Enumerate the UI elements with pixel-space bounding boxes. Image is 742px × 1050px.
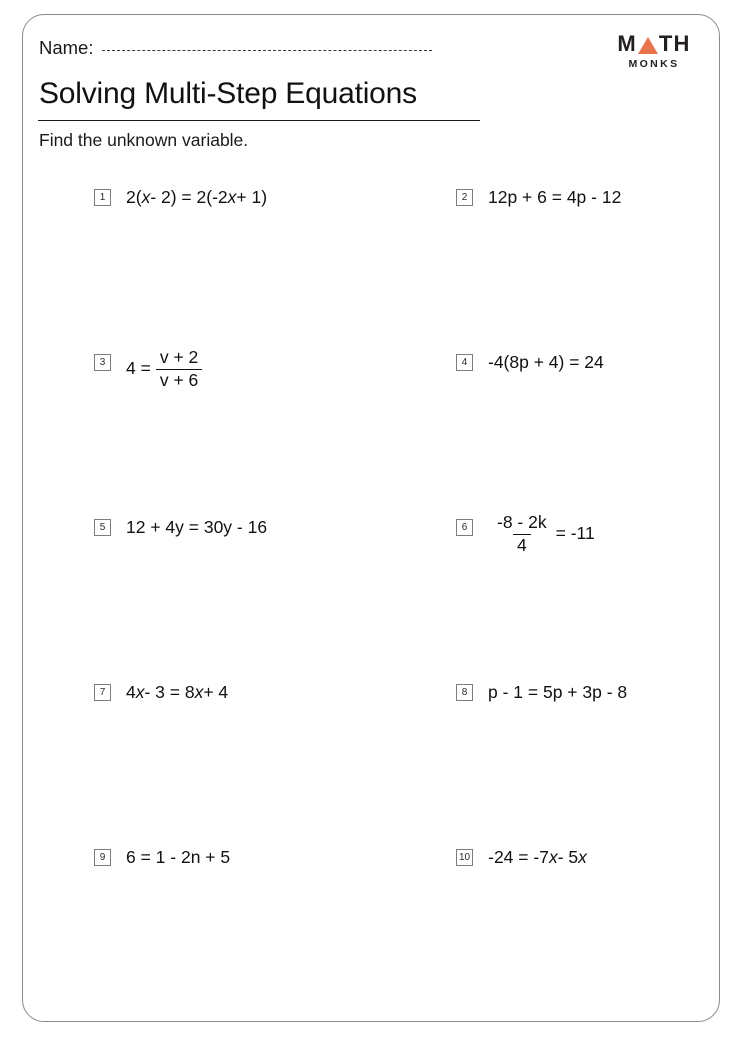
problem-row <box>23 348 719 513</box>
logo-text-before: M <box>617 31 637 56</box>
variable-term: x <box>578 847 587 868</box>
equation-segment: - 3 = 8 <box>144 682 195 703</box>
problems-grid <box>23 183 719 1008</box>
name-label: Name: <box>39 37 94 58</box>
problem-number-box: 7 <box>94 684 111 701</box>
problem-number-box: 6 <box>456 519 473 536</box>
problem-3 <box>94 348 207 390</box>
variable-term: x <box>135 682 145 703</box>
equation-segment: + 4 <box>203 682 229 703</box>
problem-row <box>23 183 719 348</box>
problem-equation <box>488 678 627 708</box>
name-field-row <box>39 37 432 59</box>
equation-segment: 4 <box>126 682 136 703</box>
title-underline <box>38 120 480 121</box>
equation-segment: - 2) = 2(-2 <box>150 187 228 208</box>
problem-row <box>23 678 719 843</box>
equation-segment: + 1) <box>236 187 268 208</box>
problem-number-box: 1 <box>94 189 111 206</box>
problem-5 <box>94 513 267 543</box>
logo-wordmark <box>611 33 697 55</box>
page-subtitle: Find the unknown variable. <box>39 130 249 150</box>
problem-6 <box>456 513 595 555</box>
problem-equation <box>126 843 230 873</box>
equation-segment: 12p + 6 = 4p - 12 <box>488 187 622 208</box>
problem-equation <box>126 513 267 543</box>
problem-equation <box>488 348 604 378</box>
equation-segment: - 5 <box>557 847 579 868</box>
answer-space[interactable] <box>94 875 394 1000</box>
problem-equation <box>488 183 621 213</box>
problem-equation <box>126 183 267 213</box>
problem-row <box>23 513 719 678</box>
variable-term: x <box>227 187 237 208</box>
problem-number-box: 10 <box>456 849 473 866</box>
problem-number-box: 5 <box>94 519 111 536</box>
equation-segment: 6 = 1 - 2n + 5 <box>126 847 231 868</box>
answer-space[interactable] <box>94 710 394 835</box>
logo-subtext: MONKS <box>628 58 680 70</box>
variable-term: x <box>194 682 204 703</box>
problem-number-box: 3 <box>94 354 111 371</box>
answer-space[interactable] <box>456 875 742 1000</box>
answer-space[interactable] <box>94 215 394 340</box>
problem-equation <box>126 678 228 708</box>
variable-term: x <box>141 187 151 208</box>
problem-1 <box>94 183 267 213</box>
equation-segment: p - 1 = 5p + 3p - 8 <box>488 682 628 703</box>
answer-space[interactable] <box>456 380 742 505</box>
equation-segment: -4(8p + 4) = 24 <box>488 352 604 373</box>
answer-space[interactable] <box>94 545 394 670</box>
problem-number-box: 4 <box>456 354 473 371</box>
problem-equation <box>488 843 587 873</box>
problem-2 <box>456 183 621 213</box>
equation-segment: -24 = -7 <box>488 847 549 868</box>
problem-7 <box>94 678 228 708</box>
equation-segment: 12 + 4y = 30y - 16 <box>126 517 268 538</box>
answer-space[interactable] <box>456 215 742 340</box>
fraction-numerator: -8 - 2k <box>497 512 547 532</box>
triangle-icon <box>638 37 658 54</box>
problem-9 <box>94 843 230 873</box>
problem-10 <box>456 843 587 873</box>
variable-term: x <box>548 847 558 868</box>
equation-trail: = -11 <box>555 523 595 544</box>
fraction-denominator: v + 6 <box>156 369 202 391</box>
name-write-line[interactable] <box>102 50 432 51</box>
fraction-denominator: 4 <box>513 534 531 556</box>
answer-space[interactable] <box>456 710 742 835</box>
fraction-numerator: v + 2 <box>159 347 199 367</box>
math-monks-logo <box>611 33 697 70</box>
equation-lead: 4 = <box>126 358 151 379</box>
answer-space[interactable] <box>94 380 394 505</box>
worksheet-page <box>22 14 720 1022</box>
logo-text-after: TH <box>658 31 691 56</box>
answer-space[interactable] <box>456 545 742 670</box>
problem-number-box: 2 <box>456 189 473 206</box>
problem-8 <box>456 678 627 708</box>
page-title: Solving Multi-Step Equations <box>39 77 417 110</box>
problem-row <box>23 843 719 1008</box>
problem-4 <box>456 348 604 378</box>
problem-number-box: 8 <box>456 684 473 701</box>
problem-number-box: 9 <box>94 849 111 866</box>
equation-segment: 2( <box>126 187 142 208</box>
